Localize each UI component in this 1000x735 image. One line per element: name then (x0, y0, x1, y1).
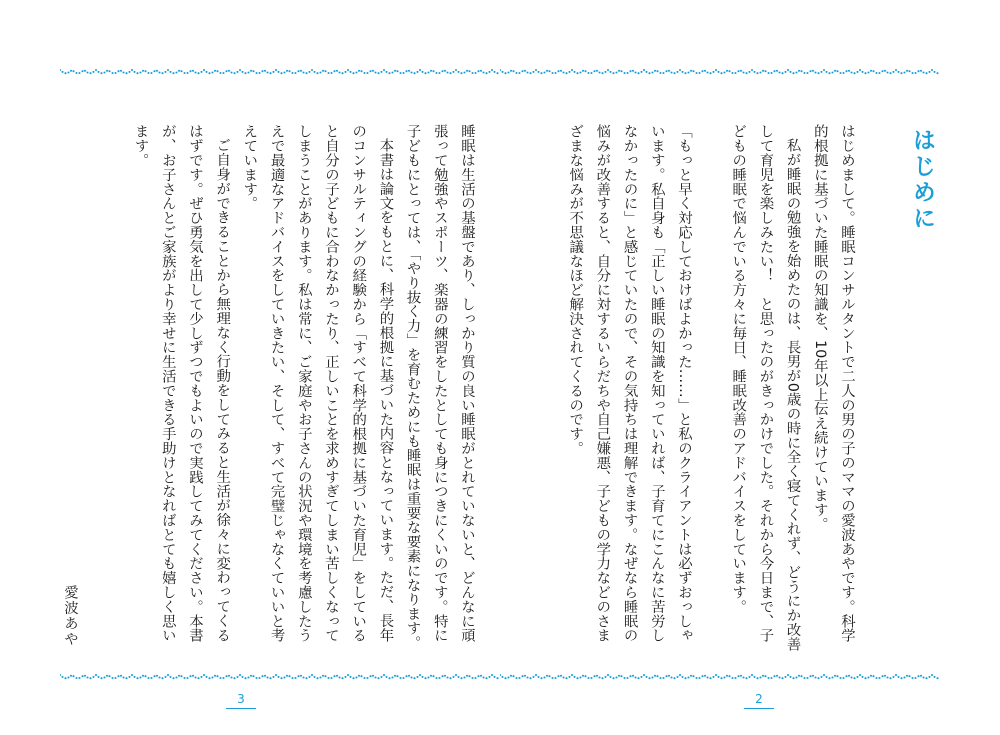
paragraph: 「もっと早く対応しておけばよかった……」と私のクライアントは必ずおっしゃいます。私自身も「正しい睡眠の知識を知っていれば、子育てにこんなに苦労しなかったのに」と感じていたので、その気持ちは理解できます。なぜなら睡眠の悩みが改善すると、自分に対するいらだちや自己嫌悪、子どもの学力などのさまざまな悩みが不思議なほど解決されてくるのです。 (567, 124, 692, 643)
chapter-heading: はじめに (909, 128, 935, 232)
top-left-scallop-border (60, 66, 500, 80)
bottom-right-scallop-border (500, 671, 940, 685)
right-page-body (500, 124, 860, 654)
author-signature: 愛波あや (62, 585, 78, 647)
paragraph: はじめまして。睡眠コンサルタントで二人の男の子のママの愛波あやです。科学的根拠に基づいた睡眠の知識を、10年以上伝え続けています。 (811, 124, 855, 643)
paragraph: 睡眠は生活の基盤であり、しっかり質の良い睡眠がとれていないと、どんなに頑張って勉強やスポーツ、楽器の練習をしたとしても身につきにくいのです。特に子どもにとっては、「やり抜く力」を育むためにも睡眠は重要な要素になります。 (404, 124, 475, 650)
page-number-left: 3 (226, 692, 256, 709)
page-number-right: 2 (744, 692, 774, 709)
left-page-body (60, 124, 480, 654)
bottom-left-scallop-border (60, 671, 500, 685)
paragraph: 本書は論文をもとに、科学的根拠に基づいた内容となっています。ただ、長年のコンサルティングの経験から「すべて科学的根拠に基づいた育児」をしていると自分の子どもに合わなかったり、正しいことを求めすぎてしまい苦しくなってしまうことがあります。私は常に、ご家庭やお子さんの状況や環境を考慮したうえで最適なアドバイスをしていきたい、そして、すべて完璧じゃなくていいと考えています。 (241, 124, 394, 643)
paragraph: 私が睡眠の勉強を始めたのは、長男が0歳の時に全く寝てくれず、どうにか改善して育児を楽しみたい！ と思ったのがきっかけでした。それから今日まで、子どもの睡眠で悩んでいる方々に毎日、睡眠改善のアドバイスをしています。 (730, 124, 801, 652)
paragraph: ご自身ができることから無理なく行動をしてみると生活が徐々に変わってくるはずです。ぜひ勇気を出して少しずつでもよいので実践してみてください。本書が、お子さんとご家族がより幸せに生活できる手助けとなればとても嬉しく思います。 (132, 124, 231, 643)
top-right-scallop-border (500, 66, 940, 80)
